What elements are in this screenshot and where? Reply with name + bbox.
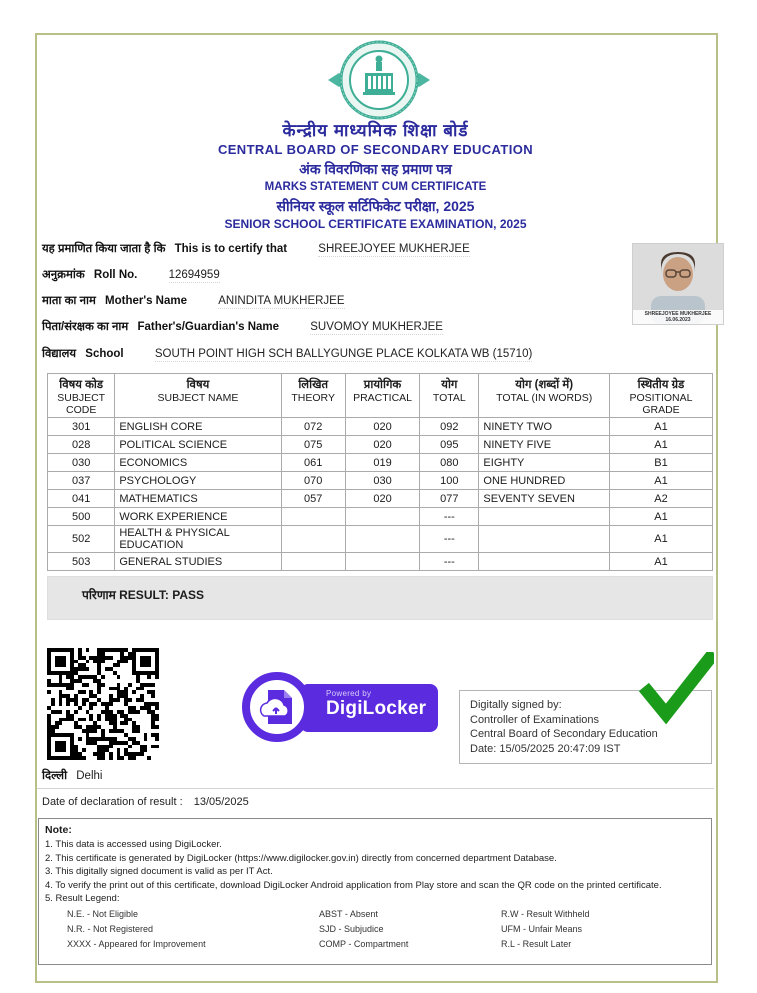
table-cell: --- (420, 553, 479, 571)
father-label-hindi: पिता/संरक्षक का नाम (42, 321, 129, 333)
mother-label-hindi: माता का नाम (42, 295, 96, 307)
column-header: विषय कोड SUBJECT CODE (48, 374, 115, 418)
father-name: SUVOMOY MUKHERJEE (310, 321, 443, 333)
table-cell (479, 508, 610, 526)
column-header: योग TOTAL (420, 374, 479, 418)
table-row (48, 490, 713, 508)
notes-list (45, 838, 703, 906)
note-item: 2. This certificate is generated by DigiLocker (https://www.digilocker.gov.in) directly from concerned department Database. (45, 852, 557, 864)
cbse-logo-icon (320, 40, 438, 120)
table-cell: 095 (420, 436, 479, 454)
table-cell (281, 553, 345, 571)
mother-row (42, 293, 345, 308)
signature-line4: Date: 15/05/2025 20:47:09 IST (470, 742, 621, 755)
result-legend (67, 909, 703, 949)
declaration-date: 13/05/2025 (193, 796, 249, 808)
table-cell: 502 (48, 526, 115, 553)
legend-item: N.E. - Not Eligible (67, 908, 139, 919)
footer-divider (37, 788, 714, 789)
table-cell: A1 (609, 526, 712, 553)
table-cell: 072 (281, 418, 345, 436)
declaration-row (42, 796, 249, 808)
note-box (38, 818, 712, 965)
table-cell: 092 (420, 418, 479, 436)
note-title: Note: (45, 824, 72, 836)
place-row (42, 768, 102, 783)
photo-caption-date: 16.06.2023 (665, 317, 691, 323)
photo-caption-name: SHREEJOYEE MUKHERJEE (644, 311, 712, 317)
board-name-hindi: केन्द्रीय माध्यमिक शिक्षा बोर्ड (282, 121, 469, 140)
signature-line1: Digitally signed by: (470, 699, 562, 711)
roll-row (42, 267, 220, 282)
table-cell: ECONOMICS (115, 454, 281, 472)
table-cell: --- (420, 508, 479, 526)
table-cell: 503 (48, 553, 115, 571)
father-label-english: Father's/Guardian's Name (137, 321, 280, 333)
school-label-english: School (85, 348, 124, 360)
roll-number: 12694959 (168, 269, 220, 281)
table-row (48, 454, 713, 472)
table-cell: A2 (609, 490, 712, 508)
table-cell: --- (420, 526, 479, 553)
table-cell (345, 526, 419, 553)
school-label-hindi: विद्यालय (42, 348, 77, 360)
table-cell: 020 (345, 490, 419, 508)
table-cell: B1 (609, 454, 712, 472)
marks-table-body (48, 418, 713, 571)
digilocker-doc-icon (242, 672, 312, 742)
note-item: 3. This digitally signed document is valid as per IT Act. (45, 866, 273, 877)
doc-title-hindi: अंक विवरणिका सह प्रमाण पत्र (299, 161, 452, 177)
roll-label-english: Roll No. (93, 269, 138, 281)
candidate-photo (632, 243, 724, 325)
note-item: 1. This data is accessed using DigiLocker. (45, 839, 222, 850)
table-cell: A1 (609, 472, 712, 490)
result-bar (47, 576, 713, 620)
table-cell: NINETY TWO (479, 418, 610, 436)
table-cell: 075 (281, 436, 345, 454)
exam-title-english: SENIOR SCHOOL CERTIFICATE EXAMINATION, 2025 (224, 217, 527, 231)
table-cell (345, 553, 419, 571)
table-cell: PSYCHOLOGY (115, 472, 281, 490)
table-row (48, 436, 713, 454)
note-item: 4. To verify the print out of this certificate, download DigiLocker Android application from Play store and scan the QR code on the printed certificate. (45, 879, 662, 891)
column-header: लिखित THEORY (281, 374, 345, 418)
legend-item: N.R. - Not Registered (67, 923, 154, 934)
table-cell (479, 553, 610, 571)
table-cell: 057 (281, 490, 345, 508)
signature-line2: Controller of Examinations (470, 713, 600, 726)
table-cell: A1 (609, 508, 712, 526)
mother-label-english: Mother's Name (105, 295, 188, 307)
digilocker-powered-by: Powered by (326, 689, 372, 698)
school-row (42, 346, 532, 361)
roll-label-hindi: अनुक्रमांक (42, 269, 85, 281)
qr-code (47, 648, 159, 760)
table-cell: 500 (48, 508, 115, 526)
table-cell: 020 (345, 418, 419, 436)
certify-label-english: This is to certify that (174, 243, 288, 255)
legend-item: UFM - Unfair Means (501, 923, 583, 934)
column-header: विषय SUBJECT NAME (115, 374, 281, 418)
table-row (48, 526, 713, 553)
digilocker-wordmark (300, 684, 438, 732)
table-row (48, 472, 713, 490)
table-cell: A1 (609, 418, 712, 436)
table-row (48, 418, 713, 436)
table-cell: 020 (345, 436, 419, 454)
result-label-english: RESULT: PASS (119, 588, 205, 602)
table-cell: SEVENTY SEVEN (479, 490, 610, 508)
signature-line3: Central Board of Secondary Education (470, 728, 658, 740)
table-cell: 030 (48, 454, 115, 472)
exam-title-hindi: सीनियर स्कूल सर्टिफिकेट परीक्षा, 2025 (276, 198, 475, 214)
table-cell: 028 (48, 436, 115, 454)
marks-table-head-row (48, 374, 713, 418)
table-cell: 080 (420, 454, 479, 472)
mother-name: ANINDITA MUKHERJEE (218, 295, 345, 307)
declaration-label: Date of declaration of result : (42, 796, 183, 808)
table-cell: 070 (281, 472, 345, 490)
table-cell: 041 (48, 490, 115, 508)
photo-caption (633, 310, 723, 324)
doc-title-english: MARKS STATEMENT CUM CERTIFICATE (264, 181, 487, 193)
table-cell (281, 508, 345, 526)
legend-item: R.L - Result Later (501, 938, 572, 949)
table-cell: NINETY FIVE (479, 436, 610, 454)
table-cell: 100 (420, 472, 479, 490)
table-cell: 061 (281, 454, 345, 472)
place-english: Delhi (76, 770, 103, 782)
table-cell: 019 (345, 454, 419, 472)
place-hindi: दिल्ली (42, 770, 68, 782)
digilocker-badge (242, 672, 442, 744)
table-cell: 037 (48, 472, 115, 490)
legend-item: ABST - Absent (319, 908, 378, 919)
marks-table (47, 373, 713, 571)
table-row (48, 508, 713, 526)
column-header: प्रायोगिक PRACTICAL (345, 374, 419, 418)
father-row (42, 319, 443, 334)
table-cell: ENGLISH CORE (115, 418, 281, 436)
certify-label-hindi: यह प्रमाणित किया जाता है कि (42, 243, 166, 255)
column-header: योग (शब्दों में) TOTAL (IN WORDS) (479, 374, 610, 418)
table-cell (281, 526, 345, 553)
candidate-name: SHREEJOYEE MUKHERJEE (318, 243, 470, 255)
table-cell: EIGHTY (479, 454, 610, 472)
legend-item: R.W - Result Withheld (501, 908, 590, 919)
table-cell: 301 (48, 418, 115, 436)
table-cell: 077 (420, 490, 479, 508)
legend-item: SJD - Subjudice (319, 923, 384, 934)
marks-table-panel (47, 373, 713, 620)
legend-item: XXXX - Appeared for Improvement (67, 938, 206, 949)
result-label-hindi: परिणाम (82, 588, 116, 602)
table-cell: HEALTH & PHYSICAL EDUCATION (115, 526, 281, 553)
table-cell: GENERAL STUDIES (115, 553, 281, 571)
table-cell: MATHEMATICS (115, 490, 281, 508)
table-cell: 030 (345, 472, 419, 490)
signature-valid-check-icon (636, 652, 714, 724)
school-name: SOUTH POINT HIGH SCH BALLYGUNGE PLACE KOLKATA WB (15710) (154, 348, 533, 360)
column-header: स्थितीय ग्रेड POSITIONAL GRADE (609, 374, 712, 418)
board-name-english: CENTRAL BOARD OF SECONDARY EDUCATION (217, 142, 534, 157)
table-cell: A1 (609, 553, 712, 571)
note-item: 5. Result Legend: (45, 893, 120, 904)
table-row (48, 553, 713, 571)
certify-row (42, 241, 470, 256)
table-cell (345, 508, 419, 526)
table-cell: POLITICAL SCIENCE (115, 436, 281, 454)
table-cell: WORK EXPERIENCE (115, 508, 281, 526)
digilocker-brand: DigiLocker (326, 698, 427, 719)
table-cell: A1 (609, 436, 712, 454)
table-cell: ONE HUNDRED (479, 472, 610, 490)
legend-item: COMP - Compartment (319, 938, 409, 949)
table-cell (479, 526, 610, 553)
